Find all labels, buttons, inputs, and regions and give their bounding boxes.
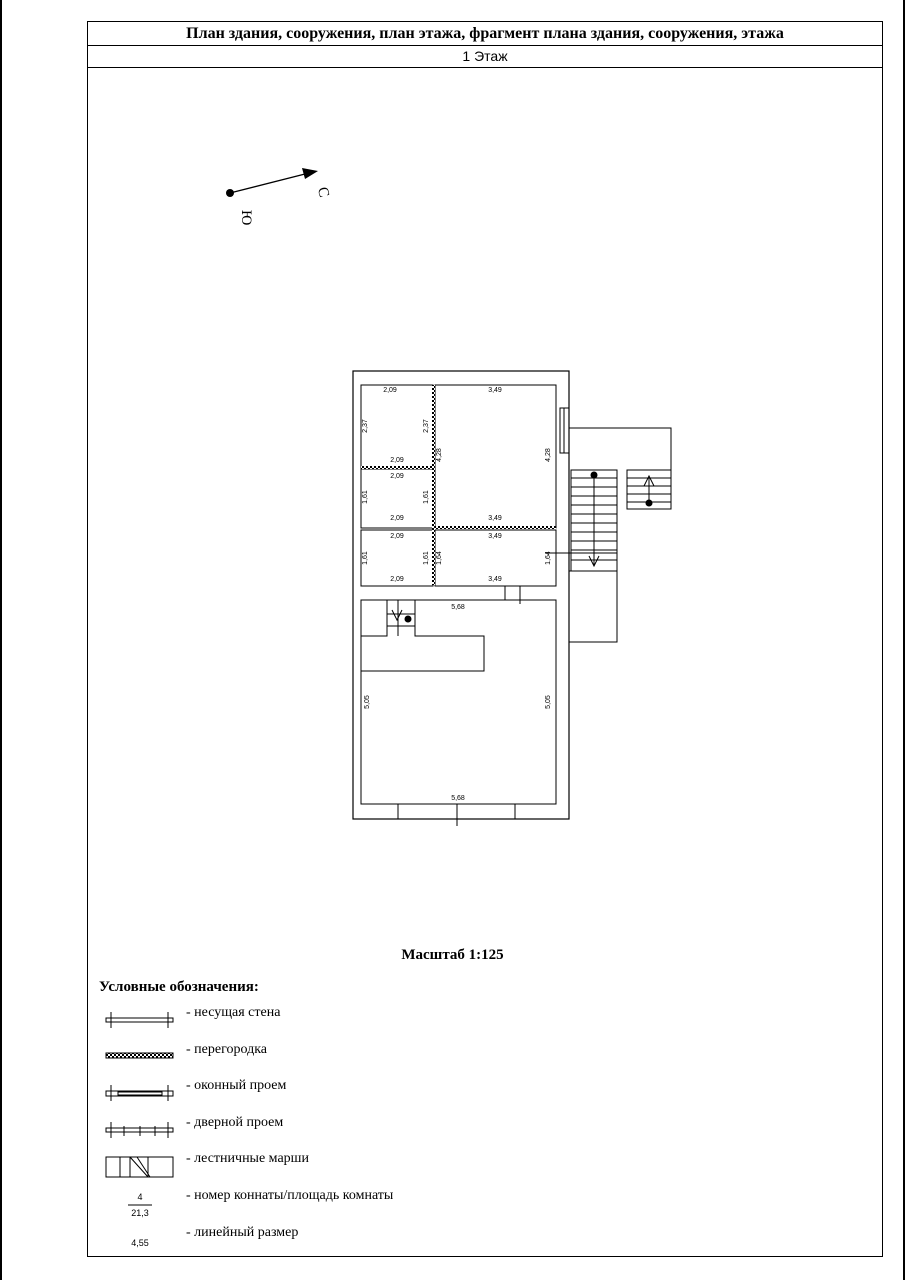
bearing-wall-icon	[106, 1012, 173, 1028]
dim-label: 2,09	[390, 457, 404, 464]
legend-item-linear-dimension: - линейный размер	[186, 1225, 299, 1240]
building-plan	[353, 371, 671, 826]
legend-item-door: - дверной проем	[186, 1115, 284, 1130]
exterior-porch	[569, 428, 671, 509]
room-big	[361, 600, 556, 804]
dim-label: 2,37	[423, 419, 430, 433]
window-opening-icon	[106, 1085, 173, 1101]
dim-label: 4,28	[545, 448, 552, 462]
room-area-sample: 21,3	[131, 1208, 149, 1218]
legend-item-room-number: - номер коннаты/площадь комнаты	[186, 1188, 394, 1203]
dim-label: 1,61	[423, 490, 430, 504]
partition	[361, 466, 433, 469]
dim-label: 3,49	[488, 533, 502, 540]
legend-item-bearing-wall: - несущая стена	[186, 1005, 281, 1020]
dim-label: 4,28	[436, 448, 443, 462]
legend-item-partition: - перегородка	[186, 1042, 267, 1057]
dim-label: 5,68	[451, 604, 465, 611]
dim-label: 2,09	[390, 473, 404, 480]
compass	[226, 168, 332, 225]
dim-label: 1,61	[423, 551, 430, 565]
dim-label: 1,64	[436, 551, 443, 565]
stair-start-dot	[405, 616, 412, 623]
outer-wall	[353, 371, 569, 819]
legend-item-stairs: - лестничные марши	[186, 1151, 309, 1166]
linear-dimension-icon: 4,55	[131, 1238, 149, 1248]
dim-label: 5,05	[364, 695, 371, 709]
dim-label: 3,49	[488, 576, 502, 583]
dim-label: 2,09	[390, 533, 404, 540]
dim-label: 1,61	[362, 490, 369, 504]
interior-stair-landing	[361, 600, 387, 636]
dim-label: 2,37	[362, 419, 369, 433]
room-number-sample: 4	[137, 1192, 143, 1202]
stair-flights-icon	[106, 1157, 173, 1177]
dim-label: 1,64	[545, 551, 552, 565]
dim-label: 5,05	[545, 695, 552, 709]
dim-label: 3,49	[488, 387, 502, 394]
compass-north-label: С	[313, 185, 332, 200]
partition	[432, 385, 435, 585]
door-opening-icon	[106, 1122, 173, 1138]
legend-samples	[131, 1192, 149, 1248]
partition	[435, 526, 556, 529]
dim-label: 2,09	[390, 515, 404, 522]
legend-item-window: - оконный проем	[186, 1078, 287, 1093]
drawing-title: План здания, сооружения, план этажа, фрагмент плана здания, сооружения, этажа	[87, 21, 883, 46]
scale-label: Масштаб 1:125	[401, 947, 504, 963]
partition-icon	[106, 1053, 173, 1058]
dimension-labels	[362, 387, 552, 802]
legend-title: Условные обозначения:	[99, 979, 259, 995]
dim-label: 1,61	[362, 551, 369, 565]
room-2	[435, 385, 556, 528]
dim-label: 2,09	[390, 576, 404, 583]
compass-south-label: Ю	[238, 210, 254, 226]
legend-icons	[106, 1012, 173, 1205]
dim-label: 3,49	[488, 515, 502, 522]
north-arrow-icon	[302, 168, 318, 179]
dim-label: 5,68	[451, 795, 465, 802]
dim-label: 2,09	[383, 387, 397, 394]
floor-label: 1 Этаж	[87, 46, 883, 68]
